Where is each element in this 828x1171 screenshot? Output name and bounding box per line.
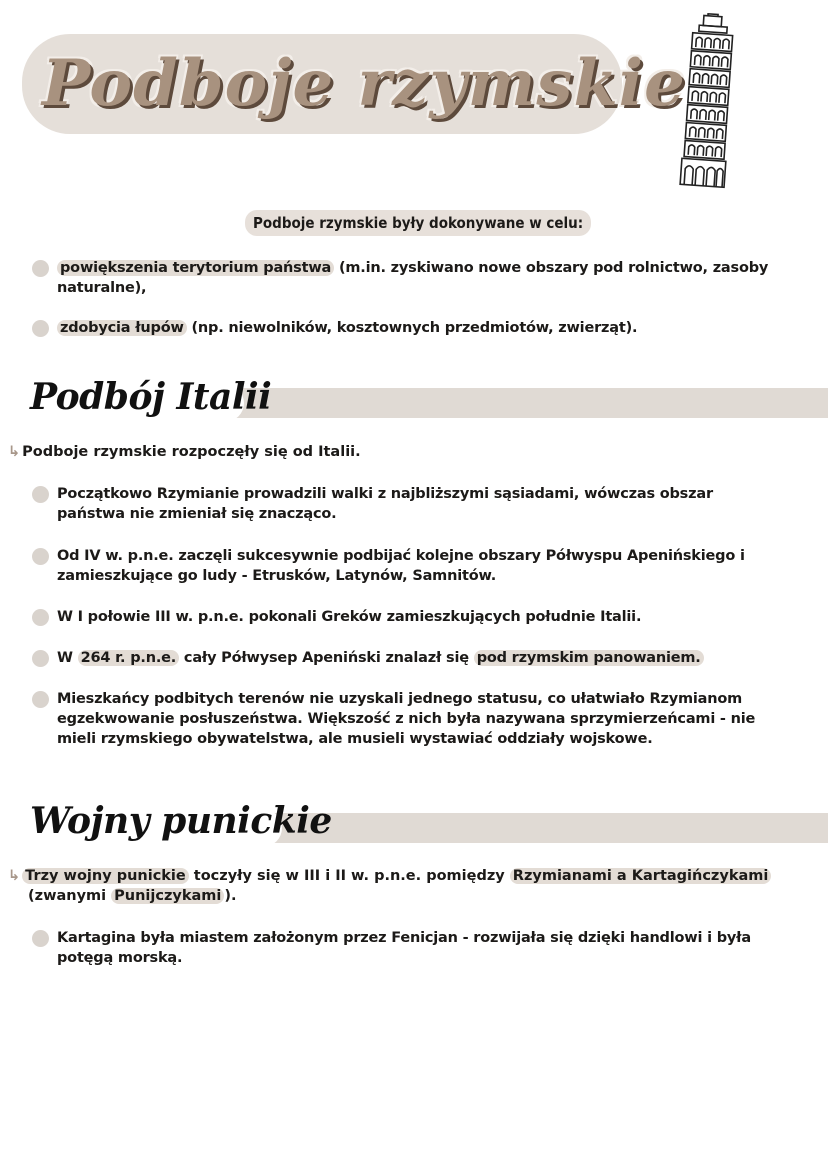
list-item-text: Początkowo Rzymianie prowadzili walki z najbliższymi sąsiadami, wówczas obszar państwa nie zmieniał się znacząco. — [57, 486, 713, 522]
section-heading-punic: Wojny punickie — [30, 800, 332, 842]
goal-text: (m.in. zyskiwano nowe obszary pod rolnictwo, zasoby naturalne), — [57, 260, 769, 296]
list-item — [32, 484, 772, 524]
lead-highlight: Trzy wojny punickie — [22, 868, 189, 884]
list-item — [32, 648, 772, 668]
list-item-text: W — [57, 650, 78, 666]
list-item — [32, 607, 772, 627]
goal-highlight: zdobycia łupów — [57, 320, 187, 336]
bullet-dot — [32, 930, 49, 947]
section-lead — [8, 442, 361, 462]
list-item-text: Kartagina była miastem założonym przez Fenicjan - rozwijała się dzięki handlowi i była potęgą morską. — [57, 930, 751, 966]
section-lead — [8, 866, 798, 906]
list-item-text: cały Półwysep Apeniński znalazł się — [179, 650, 474, 666]
list-item — [32, 928, 772, 968]
lead-text: toczyły się w III i II w. p.n.e. pomiędzy — [188, 868, 510, 884]
lead-highlight: Punijczykami — [111, 888, 224, 904]
rule-highlight: pod rzymskim panowaniem. — [474, 650, 704, 666]
lead-highlight: Rzymianami a Kartagińczykami — [510, 868, 772, 884]
lead-text: ). — [224, 888, 237, 904]
arrow-icon: ↳ — [8, 444, 21, 460]
list-item — [32, 689, 772, 749]
bullet-dot — [32, 260, 49, 277]
list-item-text: Od IV w. p.n.e. zaczęli sukcesywnie podbijać kolejne obszary Półwyspu Apenińskiego i zamieszkujące go ludy - Etrusków, Latynów, Samnitów. — [57, 548, 745, 584]
bullet-dot — [32, 650, 49, 667]
page-title: Podboje rzymskie — [42, 46, 686, 121]
leaning-tower-icon — [672, 10, 744, 192]
section-heading-italy: Podbój Italii — [30, 376, 272, 418]
list-item — [32, 546, 772, 586]
bullet-dot — [32, 548, 49, 565]
bullet-dot — [32, 691, 49, 708]
arrow-icon: ↳ — [8, 868, 21, 884]
lead-text: Podboje rzymskie rozpoczęły się od Italii. — [22, 444, 361, 460]
lead-text: (zwanymi — [28, 888, 112, 904]
bullet-dot — [32, 609, 49, 626]
list-item-text: Mieszkańcy podbitych terenów nie uzyskali jednego statusu, co ułatwiało Rzymianom egzekwowanie posłuszeństwa. Większość z nich była nazywana sprzymierzeńcami - nie mieli rzymskiego obywatelstwa, ale musieli wystawiać oddziały wojskowe. — [57, 691, 756, 747]
bullet-dot — [32, 486, 49, 503]
title-banner — [22, 30, 686, 140]
bullet-dot — [32, 320, 49, 337]
date-highlight: 264 r. p.n.e. — [78, 650, 179, 666]
goal-item — [32, 258, 772, 298]
goal-text: (np. niewolników, kosztownych przedmiotów, zwierząt). — [186, 320, 638, 336]
goal-item — [32, 318, 772, 338]
list-item-text: W I połowie III w. p.n.e. pokonali Greków zamieszkujących południe Italii. — [57, 609, 642, 625]
goal-highlight: powiększenia terytorium państwa — [57, 260, 334, 276]
intro-label: Podboje rzymskie były dokonywane w celu: — [245, 210, 591, 236]
